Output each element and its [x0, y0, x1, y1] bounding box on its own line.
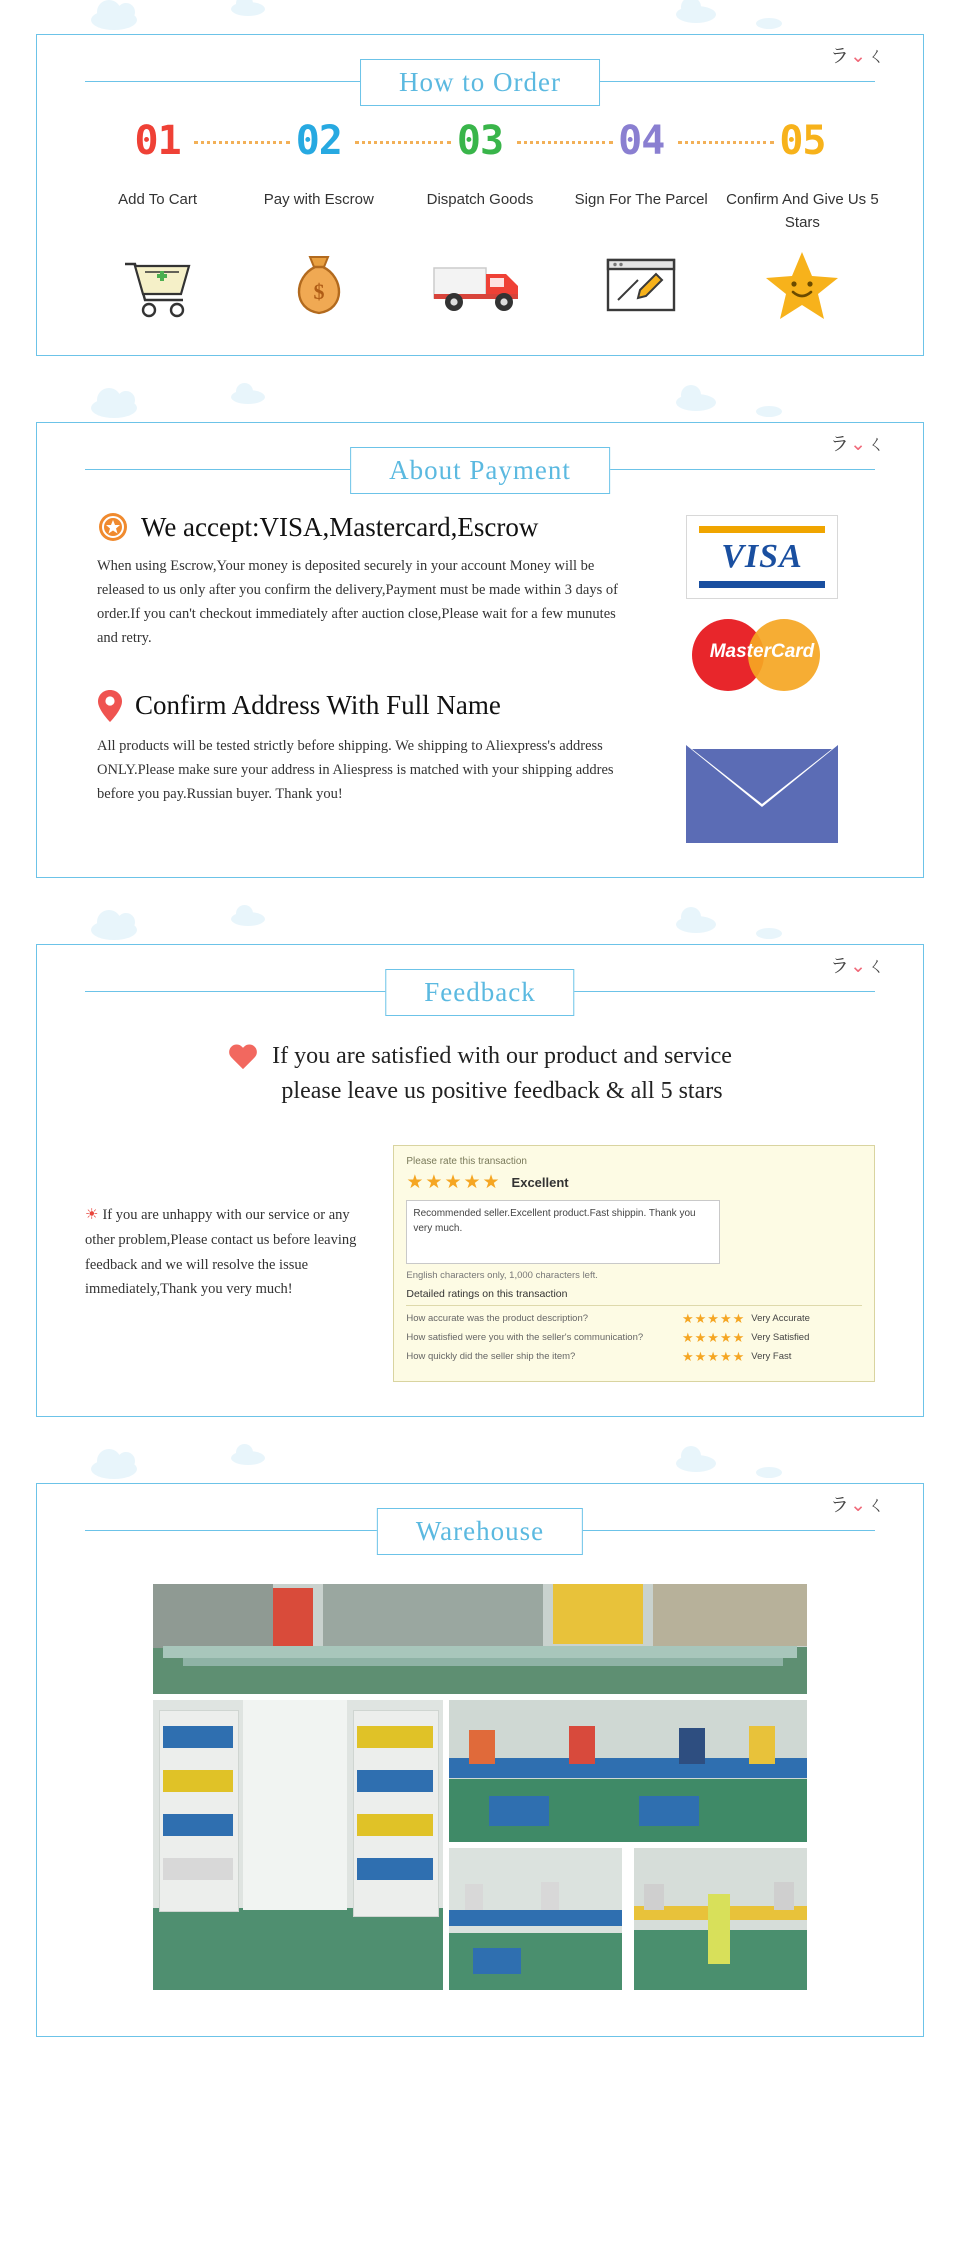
section-title-about-payment	[37, 441, 923, 499]
feedback-headline-line-1: If you are satisfied with our product and service	[272, 1043, 732, 1069]
feedback-note-text: If you are unhappy with our service or any other problem,Please contact us before leaving feedback and we will resolve the issue immediately,Thank you very much!	[85, 1206, 357, 1298]
payment-body-text: When using Escrow,Your money is deposited securely in your account Money will be released to us only after you confirm the delivery,Payment must be made within 3 days of order.If you can't checkout immediately after auction close,Please wait for a few munutes and retry.	[97, 558, 618, 646]
overall-rating-label: Excellent	[511, 1174, 569, 1190]
step-label: Pay with Escrow	[263, 191, 374, 208]
section-title-feedback	[37, 963, 923, 1021]
detailed-rating-question: How quickly did the seller ship the item?	[406, 1350, 576, 1362]
overall-stars[interactable]: ★★★★★	[406, 1171, 502, 1193]
order-step-3	[399, 118, 560, 325]
rating-card	[393, 1145, 875, 1382]
detailed-rating-stars[interactable]: ★★★★★	[682, 1348, 746, 1364]
detailed-rating-stars[interactable]: ★★★★★	[682, 1310, 746, 1326]
cloud-decoration	[36, 388, 924, 422]
step-number: 02	[295, 118, 342, 164]
step-number: 05	[779, 118, 826, 164]
payment-logos	[657, 511, 867, 843]
section-title-text: Warehouse	[377, 1508, 583, 1555]
kaomoji-icon: ラ⌄ㄑ	[830, 45, 887, 67]
feedback-comment-textarea[interactable]: Recommended seller.Excellent product.Fast shippin. Thank you very much.	[406, 1200, 720, 1264]
order-step-5	[722, 118, 883, 325]
detailed-rating-label: Very Satisfied	[751, 1331, 810, 1343]
order-steps-list	[37, 111, 923, 325]
mastercard-label: MasterCard	[709, 641, 815, 662]
section-title-how-to-order	[37, 53, 923, 111]
payment-body-text: All products will be tested strictly before shipping. We shipping to Aliexpress's address ONLY.Please make sure your address in Aliespress is matched with your shipping addres before you pay.Russian buyer. Thank you!	[97, 737, 614, 802]
section-title-warehouse	[37, 1502, 923, 1560]
svg-text:$: $	[313, 279, 325, 304]
warehouse-photo-worker-standing	[634, 1848, 807, 1990]
order-step-2	[238, 118, 399, 325]
warehouse-photo-workers-sorting	[449, 1700, 807, 1842]
overall-rating[interactable]	[406, 1173, 862, 1192]
visa-logo	[686, 515, 838, 599]
detailed-rating-label: Very Fast	[751, 1350, 792, 1362]
detailed-ratings-heading: Detailed ratings on this transaction	[406, 1288, 862, 1306]
step-label: Dispatch Goods	[426, 191, 534, 208]
detailed-rating-row	[406, 1350, 862, 1363]
heart-icon	[228, 1045, 258, 1072]
delivery-truck-icon	[399, 245, 560, 325]
kaomoji-icon: ラ⌄ㄑ	[830, 433, 887, 455]
section-warehouse	[36, 1483, 924, 2037]
section-title-text: How to Order	[360, 59, 600, 106]
cloud-decoration	[36, 1449, 924, 1483]
shopping-cart-icon	[77, 245, 238, 325]
money-bag-icon	[238, 245, 399, 325]
step-number: 01	[134, 118, 181, 164]
section-how-to-order	[36, 34, 924, 356]
section-feedback	[36, 944, 924, 1417]
step-number: 03	[456, 118, 504, 164]
envelope-icon	[686, 745, 838, 843]
visa-label: VISA	[721, 538, 803, 576]
detailed-rating-row	[406, 1312, 862, 1325]
detailed-rating-question: How satisfied were you with the seller's communication?	[406, 1331, 644, 1343]
warehouse-photo-packing-tables	[449, 1848, 622, 1990]
detailed-rating-label: Very Accurate	[751, 1312, 810, 1324]
characters-left-note: English characters only, 1,000 characters left.	[406, 1269, 598, 1281]
detailed-rating-row	[406, 1331, 862, 1344]
lightbulb-icon: ☀	[85, 1206, 99, 1223]
payment-block-accept	[97, 511, 637, 651]
cloud-decoration	[36, 910, 924, 944]
step-label: Add To Cart	[118, 191, 198, 208]
cloud-decoration	[36, 0, 924, 34]
kaomoji-icon: ラ⌄ㄑ	[830, 955, 887, 977]
mastercard-logo	[686, 613, 838, 697]
feedback-headline	[272, 1039, 732, 1109]
payment-heading: Confirm Address With Full Name	[135, 690, 501, 721]
rating-card-title: Please rate this transaction	[406, 1155, 527, 1167]
order-step-4	[561, 118, 722, 325]
detailed-rating-stars[interactable]: ★★★★★	[682, 1329, 746, 1345]
step-number: 04	[618, 118, 665, 164]
section-title-text: About Payment	[350, 447, 610, 494]
section-title-text: Feedback	[385, 969, 574, 1016]
feedback-headline-line-2: please leave us positive feedback & all 5 stars	[281, 1077, 723, 1104]
map-pin-icon	[97, 689, 123, 723]
detailed-rating-question: How accurate was the product description?	[406, 1312, 589, 1324]
step-label: Confirm And Give Us 5 Stars	[726, 191, 879, 231]
feedback-note	[85, 1145, 373, 1302]
order-step-1	[77, 118, 238, 325]
warehouse-photo-storage-racks	[153, 1700, 443, 1990]
sign-document-icon	[561, 245, 722, 325]
step-label: Sign For The Parcel	[574, 191, 708, 208]
kaomoji-icon: ラ⌄ㄑ	[830, 1493, 887, 1516]
payment-heading: We accept:VISA,Mastercard,Escrow	[141, 511, 539, 542]
smiling-star-icon	[722, 245, 883, 325]
warehouse-photo-wide-assembly-line	[153, 1584, 807, 1694]
orange-badge-icon	[97, 511, 129, 543]
payment-block-address	[97, 689, 637, 807]
section-about-payment	[36, 422, 924, 878]
